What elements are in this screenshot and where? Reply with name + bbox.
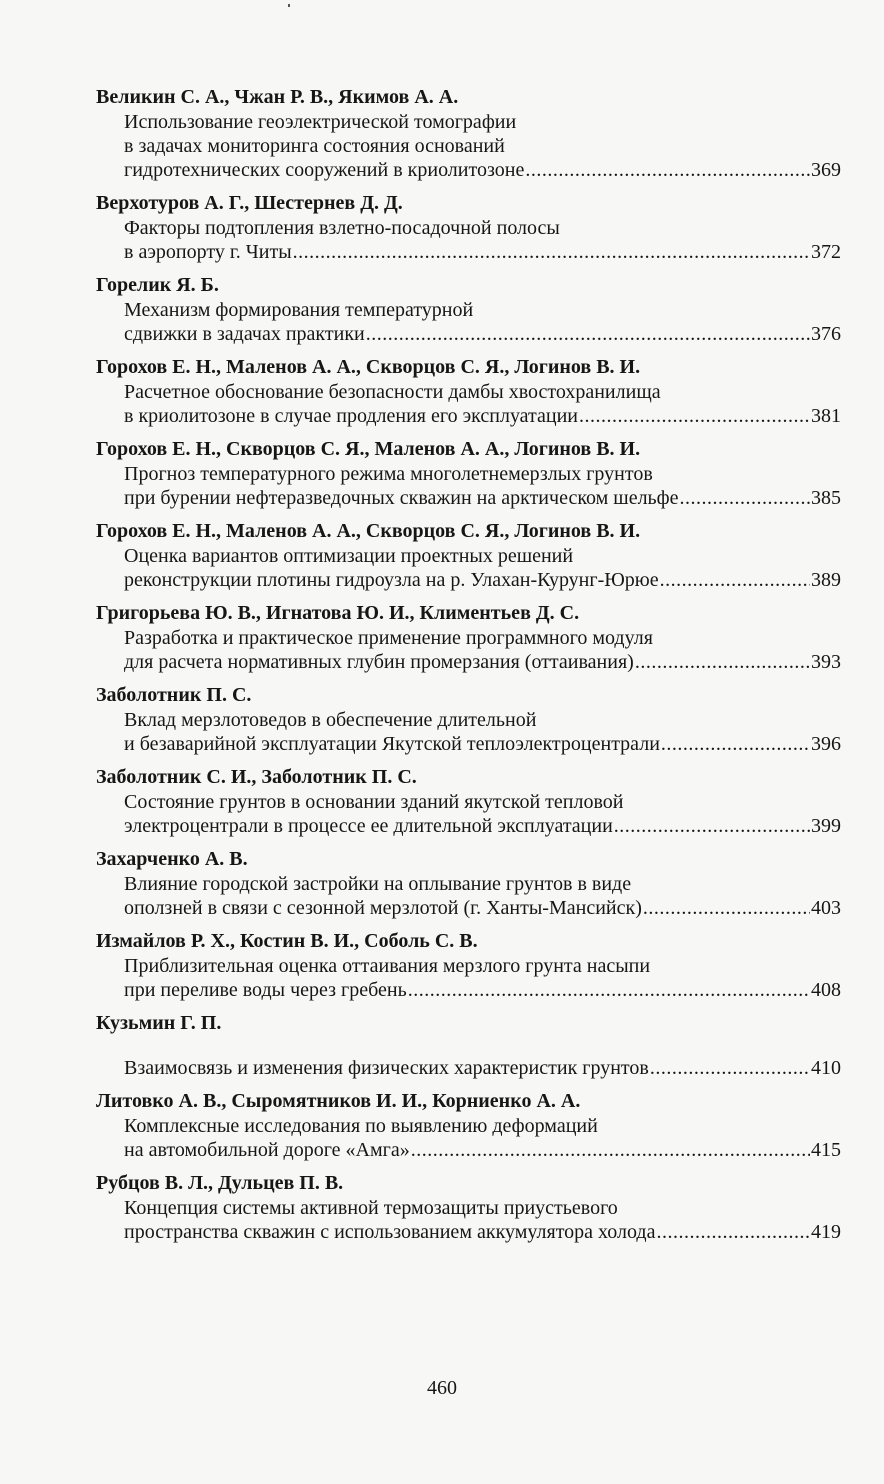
entry-title-line: в аэропорту г. Читы <box>124 241 292 263</box>
entry-page-number: 369 <box>811 159 841 181</box>
entry-last-line <box>96 486 841 510</box>
entry-page-number: 376 <box>811 323 841 345</box>
entry-title-line: при переливе воды через гребень <box>124 979 407 1001</box>
entry-last-line <box>96 322 841 346</box>
entry-last-line <box>96 240 841 264</box>
toc-entry <box>96 1170 841 1244</box>
toc-entry <box>96 354 841 428</box>
entry-title-line: в криолитозоне в случае продления его эксплуатации <box>124 405 579 427</box>
entry-title-line: гидротехнических сооружений в криолитозоне <box>124 159 525 181</box>
entry-title-line: реконструкции плотины гидроузла на р. Улахан-Курунг-Юрюе <box>124 569 659 591</box>
toc-entry <box>96 436 841 510</box>
toc-entry <box>96 846 841 920</box>
entry-page-number: 372 <box>811 241 841 263</box>
entry-title-line: Оценка вариантов оптимизации проектных решений <box>124 545 574 567</box>
entry-last-line <box>96 1138 841 1162</box>
entry-page-number: 403 <box>811 897 841 919</box>
entry-last-line <box>96 814 841 838</box>
entry-page-number: 415 <box>811 1139 841 1161</box>
entry-authors: Великин С. А., Чжан Р. В., Якимов А. А. <box>96 86 459 108</box>
dot-leader <box>635 650 810 674</box>
entry-last-line <box>96 1220 841 1244</box>
toc-entry <box>96 272 841 346</box>
entry-title-line: Комплексные исследования по выявлению деформаций <box>124 1115 598 1137</box>
entry-last-line <box>96 650 841 674</box>
entry-authors: Верхотуров А. Г., Шестернев Д. Д. <box>96 192 403 214</box>
entry-title-line: Влияние городской застройки на оплывание грунтов в виде <box>124 873 632 895</box>
entry-last-line <box>96 896 841 920</box>
toc-entry <box>96 1088 841 1162</box>
entry-title-line: электроцентрали в процессе ее длительной эксплуатации <box>124 815 613 837</box>
scan-speck <box>288 4 290 7</box>
toc-entry <box>96 190 841 264</box>
entry-title-line: Механизм формирования температурной <box>124 299 474 321</box>
dot-leader <box>660 568 810 592</box>
entry-authors: Измайлов Р. Х., Костин В. И., Соболь С. В. <box>96 930 478 952</box>
entry-page-number: 385 <box>811 487 841 509</box>
dot-leader <box>411 1138 810 1162</box>
entry-title-line: для расчета нормативных глубин промерзания (оттаивания) <box>124 651 634 673</box>
entry-page-number: 410 <box>811 1057 841 1079</box>
toc-entry <box>96 928 841 1002</box>
entry-title-line: Вклад мерзлотоведов в обеспечение длительной <box>124 709 537 731</box>
dot-leader <box>579 404 810 428</box>
entry-last-line <box>96 568 841 592</box>
entry-authors: Захарченко А. В. <box>96 848 248 870</box>
entry-page-number: 389 <box>811 569 841 591</box>
toc-entry <box>96 518 841 592</box>
dot-leader <box>643 896 810 920</box>
entry-authors: Кузьмин Г. П. <box>96 1012 222 1034</box>
entry-title-line: Использование геоэлектрической томографии <box>124 111 517 133</box>
entry-title-line: Приблизительная оценка оттаивания мерзлого грунта насыпи <box>124 955 651 977</box>
toc-entry <box>96 600 841 674</box>
entry-title-line: на автомобильной дороге «Амга» <box>124 1139 410 1161</box>
entry-page-number: 399 <box>811 815 841 837</box>
toc-entry <box>96 764 841 838</box>
dot-leader <box>525 158 810 182</box>
entry-page-number: 393 <box>811 651 841 673</box>
entry-last-line <box>96 158 841 182</box>
entry-title-line: Состояние грунтов в основании зданий якутской тепловой <box>124 791 624 813</box>
toc-entry <box>96 84 841 182</box>
entry-last-line <box>96 978 841 1002</box>
entry-title-line: Факторы подтопления взлетно-посадочной полосы <box>124 217 560 239</box>
entry-last-line <box>96 1056 841 1080</box>
entry-page-number: 408 <box>811 979 841 1001</box>
entry-page-number: 396 <box>811 733 841 755</box>
entry-title-line: в задачах мониторинга состояния оснований <box>124 135 505 157</box>
entry-authors: Горохов Е. Н., Маленов А. А., Скворцов С. Я., Логинов В. И. <box>96 356 641 378</box>
entry-title-line: Взаимосвязь и изменения физических характеристик грунтов <box>124 1057 649 1079</box>
dot-leader <box>408 978 810 1002</box>
entry-title-line: Разработка и практическое применение программного модуля <box>124 627 653 649</box>
entry-last-line <box>96 404 841 428</box>
table-of-contents <box>96 84 841 1244</box>
entry-last-line <box>96 732 841 756</box>
entry-title-line: Расчетное обоснование безопасности дамбы хвостохранилища <box>124 381 661 403</box>
entry-authors: Заболотник П. С. <box>96 684 252 706</box>
toc-entry <box>96 1010 841 1080</box>
entry-title-line: при бурении нефтеразведочных скважин на арктическом шельфе <box>124 487 679 509</box>
dot-leader <box>680 486 810 510</box>
entry-authors: Горелик Я. Б. <box>96 274 219 296</box>
dot-leader <box>661 732 810 756</box>
entry-title-line: и безаварийной эксплуатации Якутской теплоэлектроцентрали <box>124 733 660 755</box>
entry-authors: Горохов Е. Н., Скворцов С. Я., Маленов А. А., Логинов В. И. <box>96 438 641 460</box>
dot-leader <box>293 240 810 264</box>
dot-leader <box>656 1220 810 1244</box>
entry-authors: Литовко А. В., Сыромятников И. И., Корниенко А. А. <box>96 1090 581 1112</box>
entry-title-line: Концепция системы активной термозащиты приустьевого <box>124 1197 618 1219</box>
entry-authors: Заболотник С. И., Заболотник П. С. <box>96 766 417 788</box>
entry-authors: Григорьева Ю. В., Игнатова Ю. И., Климентьев Д. С. <box>96 602 580 624</box>
entry-authors: Рубцов В. Л., Дульцев П. В. <box>96 1172 344 1194</box>
entry-page-number: 381 <box>811 405 841 427</box>
dot-leader <box>650 1056 810 1080</box>
entry-title-line: Прогноз температурного режима многолетнемерзлых грунтов <box>124 463 653 485</box>
entry-authors: Горохов Е. Н., Маленов А. А., Скворцов С. Я., Логинов В. И. <box>96 520 641 542</box>
dot-leader <box>614 814 810 838</box>
dot-leader <box>366 322 810 346</box>
entry-title-line: сдвижки в задачах практики <box>124 323 365 345</box>
entry-title-line: пространства скважин с использованием аккумулятора холода <box>124 1221 656 1243</box>
entry-title-line: оползней в связи с сезонной мерзлотой (г. Ханты-Мансийск) <box>124 897 642 919</box>
page-number: 460 <box>427 1377 457 1399</box>
toc-entry <box>96 682 841 756</box>
entry-page-number: 419 <box>811 1221 841 1243</box>
